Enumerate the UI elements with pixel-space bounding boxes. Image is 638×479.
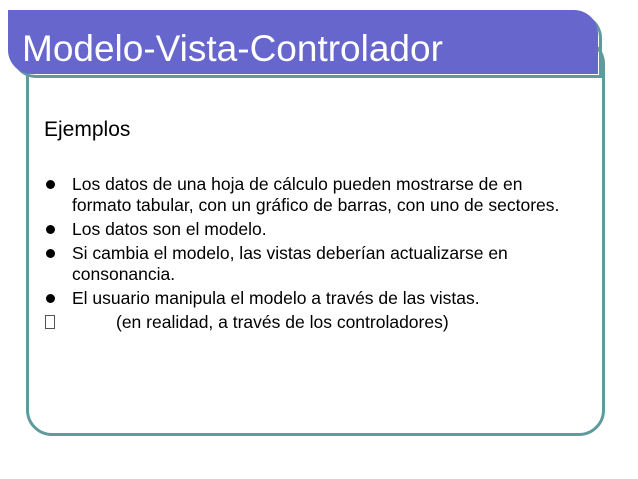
slide-subtitle: Ejemplos — [44, 118, 131, 141]
bullet-text: Los datos son el modelo. — [72, 219, 267, 239]
bullet-text: Los datos de una hoja de cálculo pueden mostrarse de en formato tabular, con un gráfico de barras, con uno de sectores. — [72, 174, 560, 215]
missing-glyph-box-icon — [45, 315, 55, 329]
slide-title: Modelo-Vista-Controlador — [22, 28, 443, 69]
bullet-text: Si cambia el modelo, las vistas deberían actualizarse en consonancia. — [72, 243, 508, 284]
bullet-dot-icon — [46, 225, 55, 234]
bullet-item — [44, 312, 564, 333]
bullet-list — [44, 174, 564, 336]
bullet-text: El usuario manipula el modelo a través de las vistas. — [72, 288, 480, 308]
bullet-item — [44, 219, 564, 240]
bullet-item — [44, 288, 564, 309]
title-bar — [8, 10, 598, 74]
bullet-dot-icon — [46, 249, 55, 258]
bullet-text: (en realidad, a través de los controladores) — [116, 312, 449, 332]
bullet-dot-icon — [46, 180, 55, 189]
bullet-dot-icon — [46, 294, 55, 303]
bullet-item — [44, 243, 564, 285]
bullet-item — [44, 174, 564, 216]
